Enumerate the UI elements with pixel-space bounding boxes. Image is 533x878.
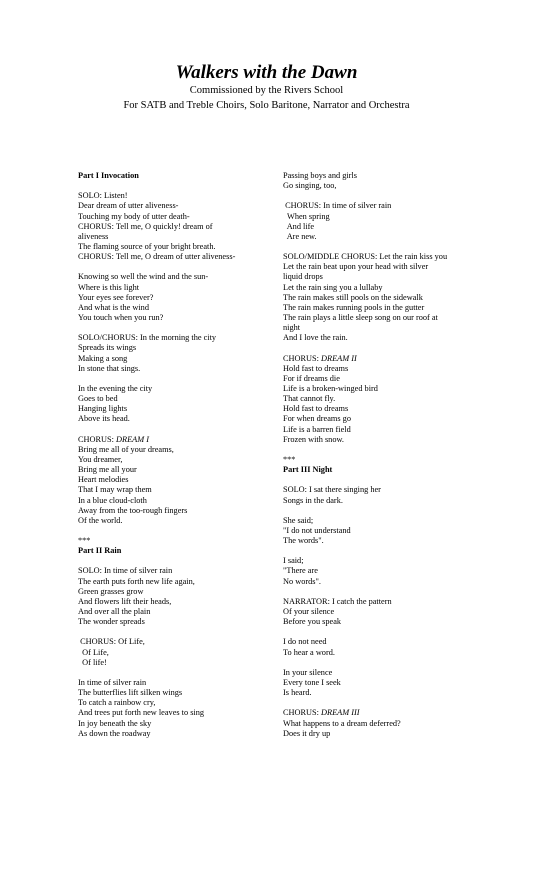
text-line: Where is this light (78, 282, 140, 292)
text-line: What happens to a dream deferred? (283, 718, 401, 728)
text-line: The earth puts forth new life again, (78, 576, 195, 586)
section-heading: Part I Invocation (78, 171, 139, 180)
text-line: Making a song (78, 353, 128, 363)
text-line: Hold fast to dreams (283, 363, 349, 373)
text-line: Life is a broken-winged bird (283, 383, 378, 393)
text-line: And I love the rain. (283, 333, 348, 343)
chorus-label: CHORUS: (78, 434, 117, 444)
text-line: Life is a barren field (283, 424, 351, 434)
text-line: Bring me all your (78, 465, 137, 475)
text-line: Heart melodies (78, 475, 129, 485)
text-line: Frozen with snow. (283, 434, 344, 444)
text-line: The wonder spreads (78, 617, 145, 627)
text-line: SOLO: In time of silver rain (78, 566, 173, 576)
text-line: Hanging lights (78, 404, 128, 414)
text-line: Your eyes see forever? (78, 292, 154, 302)
section-heading: Part II Rain (78, 546, 122, 556)
text-line: SOLO/CHORUS: In the morning the city (78, 333, 217, 343)
text-line: As down the roadway (78, 728, 151, 738)
text-line: No words". (283, 576, 321, 586)
text-line: Spreads its wings (78, 343, 137, 353)
dream-title: DREAM II (321, 353, 357, 363)
right-column (283, 171, 503, 739)
text-line: The butterflies lift silken wings (78, 688, 183, 698)
text-line: CHORUS: Of Life, (78, 637, 145, 647)
text-line: And trees put forth new leaves to sing (78, 708, 205, 718)
text-line: To hear a word. (283, 647, 335, 657)
text-line: Let the rain beat upon your head with silver (283, 262, 429, 272)
instrumentation-line: For SATB and Treble Choirs, Solo Baritone, Narrator and Orchestra (123, 100, 410, 111)
text-line: I said; (283, 556, 304, 566)
text-line: SOLO: I sat there singing her (283, 485, 381, 495)
text-line: "I do not understand (283, 525, 351, 535)
text-line: Bring me all of your dreams, (78, 444, 174, 454)
text-line: SOLO: Listen! (78, 191, 128, 201)
text-line: Away from the too-rough fingers (78, 505, 188, 515)
text-line: "There are (283, 566, 318, 576)
text-line: In stone that sings. (78, 363, 141, 373)
text-line: And flowers lift their heads, (78, 596, 172, 606)
chorus-dream-label (78, 435, 288, 445)
text-line: In a blue cloud-cloth (78, 495, 147, 505)
dream-title: DREAM I (116, 434, 149, 444)
chorus-dream-label (283, 708, 503, 718)
text-line: Is heard. (283, 688, 312, 698)
text-line: Dear dream of utter aliveness- (78, 201, 179, 211)
text-line: Are new. (283, 231, 317, 241)
text-line: That I may wrap them (78, 485, 152, 495)
text-line: The words". (283, 536, 324, 546)
text-line: I do not need (283, 637, 327, 647)
text-line: Does it dry up (283, 728, 331, 738)
text-line: And over all the plain (78, 607, 151, 617)
text-line: Let the rain sing you a lullaby (283, 282, 383, 292)
text-line: The rain makes running pools in the gutter (283, 302, 425, 312)
text-line: Go singing, too, (283, 181, 337, 191)
text-line: Touching my body of utter death- (78, 211, 190, 221)
text-line: And what is the wind (78, 302, 149, 312)
text-line: In time of silver rain (78, 678, 147, 688)
text-line: NARRATOR: I catch the pattern (283, 596, 392, 606)
text-line: Knowing so well the wind and the sun- (78, 272, 209, 282)
text-line: CHORUS: In time of silver rain (283, 201, 392, 211)
left-column (78, 171, 288, 739)
text-line: The rain plays a little sleep song on our roof at (283, 312, 438, 322)
text-line: Above its head. (78, 414, 130, 424)
text-line: SOLO/MIDDLE CHORUS: Let the rain kiss you (283, 252, 448, 262)
text-line: Green grasses grow (78, 586, 144, 596)
text-line: For if dreams die (283, 373, 340, 383)
text-line: She said; (283, 515, 314, 525)
text-line: Goes to bed (78, 394, 118, 404)
text-line: For when dreams go (283, 414, 351, 424)
text-line: In joy beneath the sky (78, 718, 152, 728)
text-line: Of Life, (78, 647, 109, 657)
text-line: CHORUS: Tell me, O quickly! dream of (78, 221, 213, 231)
text-line: Of your silence (283, 607, 335, 617)
text-line: The rain makes still pools on the sidewalk (283, 292, 423, 302)
text-line: Before you speak (283, 617, 342, 627)
section-heading: Part III Night (283, 465, 333, 475)
text-line: In the evening the city (78, 383, 153, 393)
text-line: liquid drops (283, 272, 323, 282)
text-line: Of life! (78, 657, 107, 667)
text-line: You touch when you run? (78, 312, 164, 322)
text-line: Hold fast to dreams (283, 404, 349, 414)
text-line: Songs in the dark. (283, 495, 343, 505)
text-line: When spring (283, 211, 330, 221)
text-line: And life (283, 221, 315, 231)
section-separator: *** (78, 536, 91, 546)
section-separator: *** (283, 454, 296, 464)
text-line: Passing boys and girls (283, 171, 357, 180)
chorus-label: CHORUS: (283, 353, 322, 363)
text-line: aliveness (78, 231, 109, 241)
text-line: You dreamer, (78, 454, 123, 464)
text-line: To catch a rainbow cry, (78, 698, 156, 708)
page-title: Walkers with the Dawn (175, 62, 358, 83)
text-line: In your silence (283, 667, 333, 677)
chorus-label: CHORUS: (283, 708, 322, 718)
text-line: That cannot fly. (283, 394, 336, 404)
dream-title: DREAM III (321, 708, 360, 718)
chorus-dream-label (283, 354, 503, 364)
commission-line: Commissioned by the Rivers School (189, 85, 344, 96)
text-line: CHORUS: Tell me, O dream of utter aliveness- (78, 252, 236, 262)
text-line: night (283, 323, 301, 333)
text-line: Every tone I seek (283, 678, 341, 688)
text-line: Of the world. (78, 515, 123, 525)
text-line: The flaming source of your bright breath. (78, 241, 216, 251)
